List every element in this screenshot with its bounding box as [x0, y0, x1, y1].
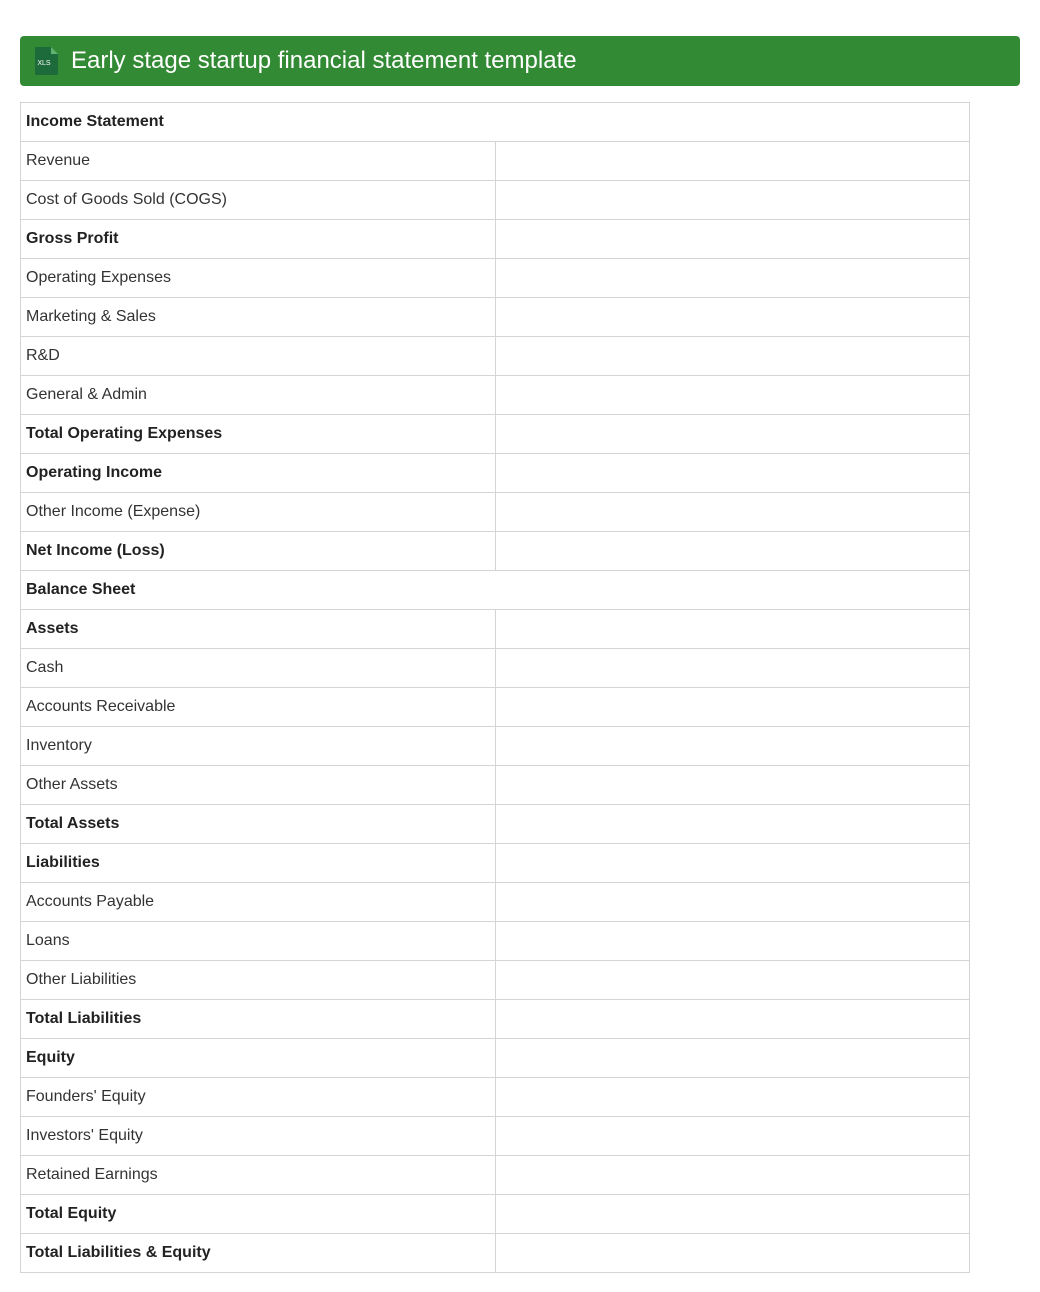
table-row	[21, 142, 970, 181]
value-cell[interactable]	[495, 805, 970, 844]
row-label: Equity	[21, 1039, 496, 1078]
table-row	[21, 649, 970, 688]
value-cell[interactable]	[495, 532, 970, 571]
value-cell[interactable]	[495, 337, 970, 376]
value-cell[interactable]	[495, 844, 970, 883]
row-label: Accounts Payable	[21, 883, 496, 922]
table-row	[21, 922, 970, 961]
table-row	[21, 220, 970, 259]
value-cell[interactable]	[495, 922, 970, 961]
table-row	[21, 181, 970, 220]
row-label: Total Liabilities & Equity	[21, 1234, 496, 1273]
row-label: Total Assets	[21, 805, 496, 844]
row-label: Total Equity	[21, 1195, 496, 1234]
value-cell[interactable]	[495, 259, 970, 298]
table-row	[21, 727, 970, 766]
row-label: Inventory	[21, 727, 496, 766]
value-cell[interactable]	[495, 1156, 970, 1195]
table-row	[21, 415, 970, 454]
row-label: Cost of Goods Sold (COGS)	[21, 181, 496, 220]
table-row	[21, 454, 970, 493]
value-cell[interactable]	[495, 1234, 970, 1273]
value-cell[interactable]	[495, 298, 970, 337]
value-cell[interactable]	[495, 181, 970, 220]
row-label: Other Liabilities	[21, 961, 496, 1000]
value-cell[interactable]	[495, 454, 970, 493]
value-cell[interactable]	[495, 883, 970, 922]
value-cell[interactable]	[495, 415, 970, 454]
row-label: Marketing & Sales	[21, 298, 496, 337]
value-cell[interactable]	[495, 493, 970, 532]
section-header-row	[21, 103, 970, 142]
table-row	[21, 337, 970, 376]
value-cell[interactable]	[495, 1195, 970, 1234]
table-row	[21, 610, 970, 649]
row-label: Assets	[21, 610, 496, 649]
financial-statement-table	[20, 102, 970, 1273]
row-label: Liabilities	[21, 844, 496, 883]
table-row	[21, 493, 970, 532]
value-cell[interactable]	[495, 766, 970, 805]
table-row	[21, 1078, 970, 1117]
value-cell[interactable]	[495, 649, 970, 688]
table-row	[21, 961, 970, 1000]
row-label: Gross Profit	[21, 220, 496, 259]
table-row	[21, 1039, 970, 1078]
section-header-row	[21, 571, 970, 610]
value-cell[interactable]	[495, 142, 970, 181]
table-row	[21, 805, 970, 844]
row-label: R&D	[21, 337, 496, 376]
row-label: Operating Income	[21, 454, 496, 493]
table-row	[21, 1117, 970, 1156]
value-cell[interactable]	[495, 1000, 970, 1039]
value-cell[interactable]	[495, 610, 970, 649]
table-row	[21, 1234, 970, 1273]
section-title: Balance Sheet	[21, 571, 970, 610]
xls-file-icon	[32, 46, 60, 76]
row-label: Cash	[21, 649, 496, 688]
row-label: Total Operating Expenses	[21, 415, 496, 454]
value-cell[interactable]	[495, 727, 970, 766]
row-label: Net Income (Loss)	[21, 532, 496, 571]
value-cell[interactable]	[495, 961, 970, 1000]
row-label: Operating Expenses	[21, 259, 496, 298]
table-row	[21, 883, 970, 922]
table-row	[21, 298, 970, 337]
table-row	[21, 766, 970, 805]
row-label: Total Liabilities	[21, 1000, 496, 1039]
row-label: Accounts Receivable	[21, 688, 496, 727]
xls-icon-label: XLS	[37, 60, 51, 67]
value-cell[interactable]	[495, 220, 970, 259]
row-label: Loans	[21, 922, 496, 961]
value-cell[interactable]	[495, 1078, 970, 1117]
table-row	[21, 532, 970, 571]
table-row	[21, 844, 970, 883]
table-row	[21, 688, 970, 727]
value-cell[interactable]	[495, 688, 970, 727]
section-title: Income Statement	[21, 103, 970, 142]
row-label: General & Admin	[21, 376, 496, 415]
row-label: Other Income (Expense)	[21, 493, 496, 532]
row-label: Other Assets	[21, 766, 496, 805]
value-cell[interactable]	[495, 1039, 970, 1078]
table-row	[21, 1000, 970, 1039]
row-label: Retained Earnings	[21, 1156, 496, 1195]
table-row	[21, 376, 970, 415]
document-header	[20, 36, 1020, 86]
row-label: Investors' Equity	[21, 1117, 496, 1156]
table-row	[21, 259, 970, 298]
value-cell[interactable]	[495, 376, 970, 415]
row-label: Founders' Equity	[21, 1078, 496, 1117]
page-title: Early stage startup financial statement template	[71, 47, 577, 74]
row-label: Revenue	[21, 142, 496, 181]
table-row	[21, 1195, 970, 1234]
table-row	[21, 1156, 970, 1195]
value-cell[interactable]	[495, 1117, 970, 1156]
